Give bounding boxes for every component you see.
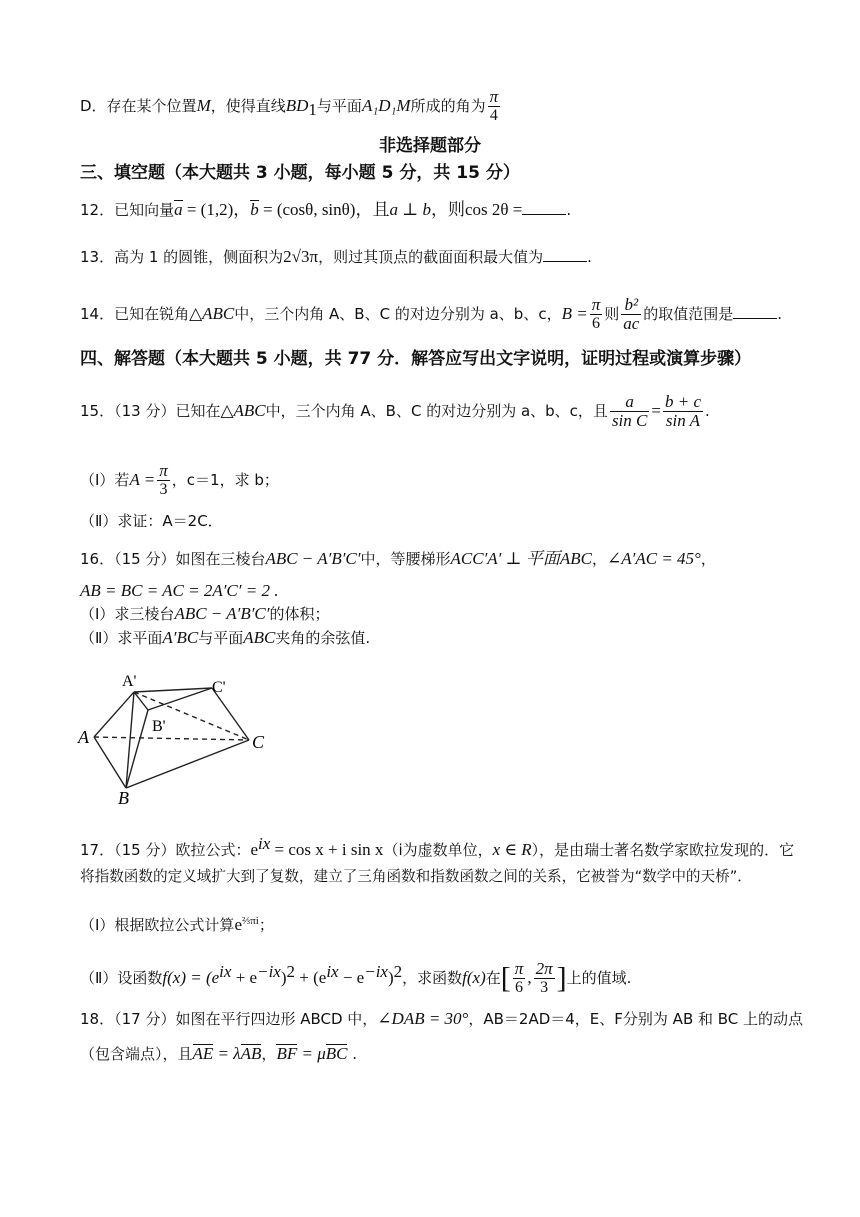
fraction-pi-6-b: $\frac{\pi}{6}$ <box>514 959 524 996</box>
math-bd: BD <box>285 96 309 115</box>
q12-math-3: a ⊥ b <box>389 200 431 219</box>
q17ii-s1: ix <box>219 962 232 981</box>
q17-sup: ix <box>258 834 271 853</box>
question-17 <box>80 833 800 861</box>
question-16-part-2 <box>80 627 800 649</box>
q16-math-2: ACC′A′ ⊥ 平面ABC <box>450 549 592 568</box>
q14-text-2: 中，三个内角 A、B、C 的对边分别为 a、b、c， <box>234 305 562 323</box>
edge-ac <box>94 737 249 740</box>
q14-math: B = <box>561 304 588 323</box>
label-a-prime: A' <box>122 673 137 690</box>
q16ii-text-2: 与平面 <box>198 629 244 647</box>
label-c-prime: C' <box>212 679 226 696</box>
q12-math-2: = (cosθ, sinθ)，且 <box>258 200 390 219</box>
q14-triangle: △ABC <box>189 304 235 323</box>
part-four-heading: 四、解答题（本大题共 5 小题，共 77 分．解答应写出文字说明，证明过程或演算步骤） <box>80 349 752 369</box>
vector-b: b <box>250 200 259 219</box>
q16-text-2: 中，等腰梯形 <box>360 550 451 568</box>
q16ii-text-3: 夹角的余弦值. <box>275 629 371 647</box>
edge-a1b1 <box>134 692 148 710</box>
question-16-part-1 <box>80 603 800 625</box>
q17ii-fx: f(x) <box>462 968 486 987</box>
q17ii-m2: + e <box>231 968 258 987</box>
label-c: C <box>252 732 265 752</box>
fraction-a-sinc: $\frac{a}{\text{sin C}}$ <box>611 392 648 430</box>
q18b-text-2: ， <box>261 1045 277 1063</box>
q17-text: 17．（15 分）欧拉公式： <box>80 841 251 859</box>
fraction-bc-sina: $\frac{b + c}{\text{sin A}}$ <box>664 392 701 430</box>
vector-bf: BF <box>276 1044 298 1063</box>
right-bracket: ] <box>556 961 567 995</box>
option-d-text-3: 与平面 <box>316 97 362 115</box>
q12-end: . <box>566 201 572 219</box>
q12-text: 12．已知向量 <box>80 201 175 219</box>
fraction-b2-ac: $\frac{\text{b²}}{ac}$ <box>623 295 640 333</box>
option-d-text-2: ，使得直线 <box>210 97 286 115</box>
q17i-text: （Ⅰ）根据欧拉公式计算 <box>80 916 235 934</box>
part-three-heading: 三、填空题（本大题共 3 小题，每小题 5 分，共 15 分） <box>80 163 520 183</box>
vector-bc: BC <box>325 1044 348 1063</box>
q13-text: 13．高为 1 的圆锥，侧面积为 <box>80 248 284 266</box>
q16-text: 16．（15 分）如图在三棱台 <box>80 550 266 568</box>
q14-text: 14．已知在锐角 <box>80 305 190 323</box>
question-16 <box>80 548 800 570</box>
q17ii-text-2: ，求函数 <box>402 969 463 987</box>
question-16-condition: AB = BC = AC = 2A′C′ = 2 . <box>80 581 279 600</box>
question-17-line-2: 将指数函数的定义域扩大到了复数，建立了三角函数和指数函数之间的关系，它被誉为“数学中的天桥”． <box>80 868 752 885</box>
edge-aa1 <box>94 692 134 737</box>
q16i-text: （Ⅰ）求三棱台 <box>80 605 175 623</box>
q17ii-m5: − e <box>338 968 365 987</box>
q17ii-m3: ) <box>280 968 287 987</box>
vector-a: a <box>174 200 183 219</box>
q16-math-3: ∠A′AC = 45° <box>607 549 701 568</box>
q17i-sup: ⅔πi <box>241 915 259 927</box>
q17ii-s4: ix <box>326 962 339 981</box>
comma: , <box>527 968 532 987</box>
q18b-math: = λ <box>213 1044 241 1063</box>
question-18-line-2 <box>80 1043 800 1065</box>
question-14 <box>80 296 800 333</box>
fraction-pi-4: $\frac{\pi}{4}$ <box>489 87 499 124</box>
math-m: M <box>196 96 211 115</box>
q16-text-4: ， <box>700 550 716 568</box>
q17ii-s6: 2 <box>393 962 403 981</box>
q18b-math-2: = μ <box>297 1044 326 1063</box>
question-12 <box>80 199 800 221</box>
q16ii-text: （Ⅱ）求平面 <box>80 629 163 647</box>
q15-end: . <box>705 402 710 420</box>
q16-text-3: ， <box>592 550 608 568</box>
q14-text-4: 的取值范围是 <box>643 305 734 323</box>
q17ii-text-3: 在 <box>485 969 501 987</box>
q17-text-3: ），是由瑞士著名数学家欧拉发现的．它 <box>531 841 795 859</box>
option-d-line: D．存在某个位置M，使得直线$BD_1$与平面A₁D₁M所成的角为 $\frac{\pi}{4}$ <box>80 87 499 124</box>
q17-text-2: （i为虚数单位， <box>383 841 493 859</box>
fraction-pi-3: $\frac{\pi}{3}$ <box>159 461 168 498</box>
question-15-part-1 <box>80 462 800 499</box>
q16i-math: ABC − A′B′C′ <box>174 604 270 623</box>
question-18 <box>80 1008 804 1030</box>
q17-e: e <box>250 840 258 859</box>
q17ii-s2: −ix <box>257 962 281 981</box>
question-17-part-1 <box>80 910 800 936</box>
q18-text: 18．（17 分）如图在平行四边形 ABCD 中， <box>80 1010 378 1028</box>
q12-math-1: = (1,2)， <box>182 200 251 219</box>
q15i-math: A = <box>129 470 156 489</box>
q15-eq: = <box>651 401 661 420</box>
q17i-end: ； <box>258 916 274 934</box>
section-title: 非选择题部分 <box>379 136 481 156</box>
q17-math-2: x ∈ R <box>492 840 532 859</box>
edge-ab <box>94 737 126 788</box>
q16ii-math-2: ABC <box>243 628 276 647</box>
q13-end: . <box>587 248 592 266</box>
q15-triangle: △ABC <box>220 401 266 420</box>
answer-blank[interactable] <box>543 247 587 262</box>
q18-math: ∠DAB = 30° <box>377 1009 469 1028</box>
q13-math: 2√3π <box>283 247 319 266</box>
label-a: A <box>78 727 89 747</box>
q17-math: = cos x + i sin x <box>270 840 384 859</box>
q18b-end: . <box>347 1045 358 1063</box>
q13-text-2: ，则过其顶点的截面面积最大值为 <box>318 248 544 266</box>
fraction-2pi-3: $\frac{2\pi}{3}$ <box>535 959 553 996</box>
question-15 <box>80 393 800 430</box>
label-b-prime: B' <box>152 718 166 735</box>
q17ii-m6: ) <box>387 968 394 987</box>
answer-blank[interactable] <box>733 304 777 319</box>
answer-blank[interactable] <box>522 200 566 215</box>
q16ii-math: A′BC <box>162 628 199 647</box>
question-15-part-2: （Ⅱ）求证：A＝2C． <box>80 512 223 530</box>
option-d-text-4: 所成的角为 <box>410 97 486 115</box>
option-d-text: D．存在某个位置 <box>80 97 197 115</box>
q16i-text-2: 的体积； <box>269 605 330 623</box>
q18-text-2: ，AB＝2AD＝4，E、F分别为 AB 和 BC 上的动点 <box>468 1010 804 1028</box>
frustum-figure <box>76 670 276 810</box>
q17i-e: e <box>234 915 242 934</box>
q17ii-end: 上的值域. <box>566 969 632 987</box>
label-b: B <box>118 788 129 808</box>
q17ii-s3: 2 <box>286 962 296 981</box>
q14-end: . <box>777 305 783 323</box>
q14-text-3: 则 <box>604 305 620 323</box>
q15i-text: （Ⅰ）若 <box>80 471 130 489</box>
fraction-pi-6: $\frac{\pi}{6}$ <box>591 295 601 332</box>
q15-text-2: 中，三个内角 A、B、C 的对边分别为 a、b、c，且 <box>265 402 608 420</box>
edge-bc <box>126 740 249 788</box>
vector-ae: AE <box>192 1044 214 1063</box>
q12-math-4: ，则cos 2θ = <box>430 200 523 219</box>
left-bracket: [ <box>500 961 511 995</box>
question-17-part-2 <box>80 960 800 997</box>
math-plane: A₁D₁M <box>361 96 411 115</box>
q15-text: 15．（13 分）已知在 <box>80 402 221 420</box>
q16-math: ABC − A′B′C′ <box>265 549 361 568</box>
question-13 <box>80 246 800 268</box>
q17ii-text: （Ⅱ）设函数 <box>80 969 163 987</box>
q18b-text: （包含端点），且 <box>80 1045 193 1063</box>
q17ii-m1: f(x) = (e <box>162 968 220 987</box>
vector-ab: AB <box>240 1044 262 1063</box>
q17ii-m4: + (e <box>295 968 327 987</box>
q17ii-s5: −ix <box>364 962 388 981</box>
q15i-text-2: ，c＝1，求 b； <box>171 471 279 489</box>
